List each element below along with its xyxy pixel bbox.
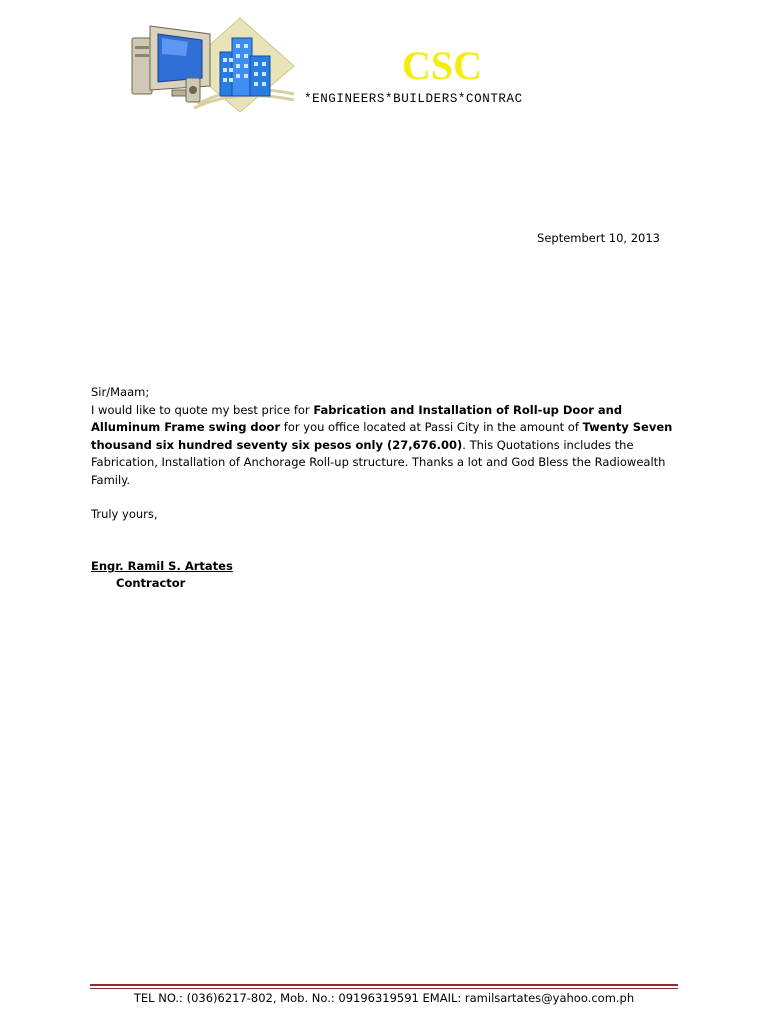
computer-and-buildings-logo xyxy=(128,16,298,112)
body-bold-2: Twenty Seven thousand six hundred seventy six pesos only (27,676.00) xyxy=(91,420,673,452)
body-text-1: I would like to quote my best price for xyxy=(91,402,314,417)
letter-date: Septembert 10, 2013 xyxy=(537,231,660,245)
signatory-name: Engr. Ramil S. Artates xyxy=(91,559,233,573)
letter-body xyxy=(91,384,676,523)
body-bold-1: Fabrication and Installation of Roll-up Door and Alluminum Frame swing door xyxy=(91,402,623,435)
body-paragraph xyxy=(91,402,676,490)
signatory-title: Contractor xyxy=(116,576,186,590)
footer-rule xyxy=(90,984,678,986)
footer-rule-thin xyxy=(90,988,678,989)
footer-contact: TEL NO.: (036)6217-802, Mob. No.: 09196319591 EMAIL: ramilsartates@yahoo.com.ph xyxy=(133,991,635,1005)
body-text-2: for you office located at Passi City in the amount of xyxy=(280,420,583,435)
body-text-3: . This Quotations includes the Fabrication, Installation of Anchorage Roll-up structure. Thanks a lot and God Bless the Radiowealth Family. xyxy=(91,437,666,487)
company-brand: CSC xyxy=(402,43,483,88)
closing: Truly yours, xyxy=(91,506,158,521)
company-tagline: *ENGINEERS*BUILDERS*CONTRAC xyxy=(304,92,523,106)
salutation: Sir/Maam; xyxy=(91,385,150,399)
